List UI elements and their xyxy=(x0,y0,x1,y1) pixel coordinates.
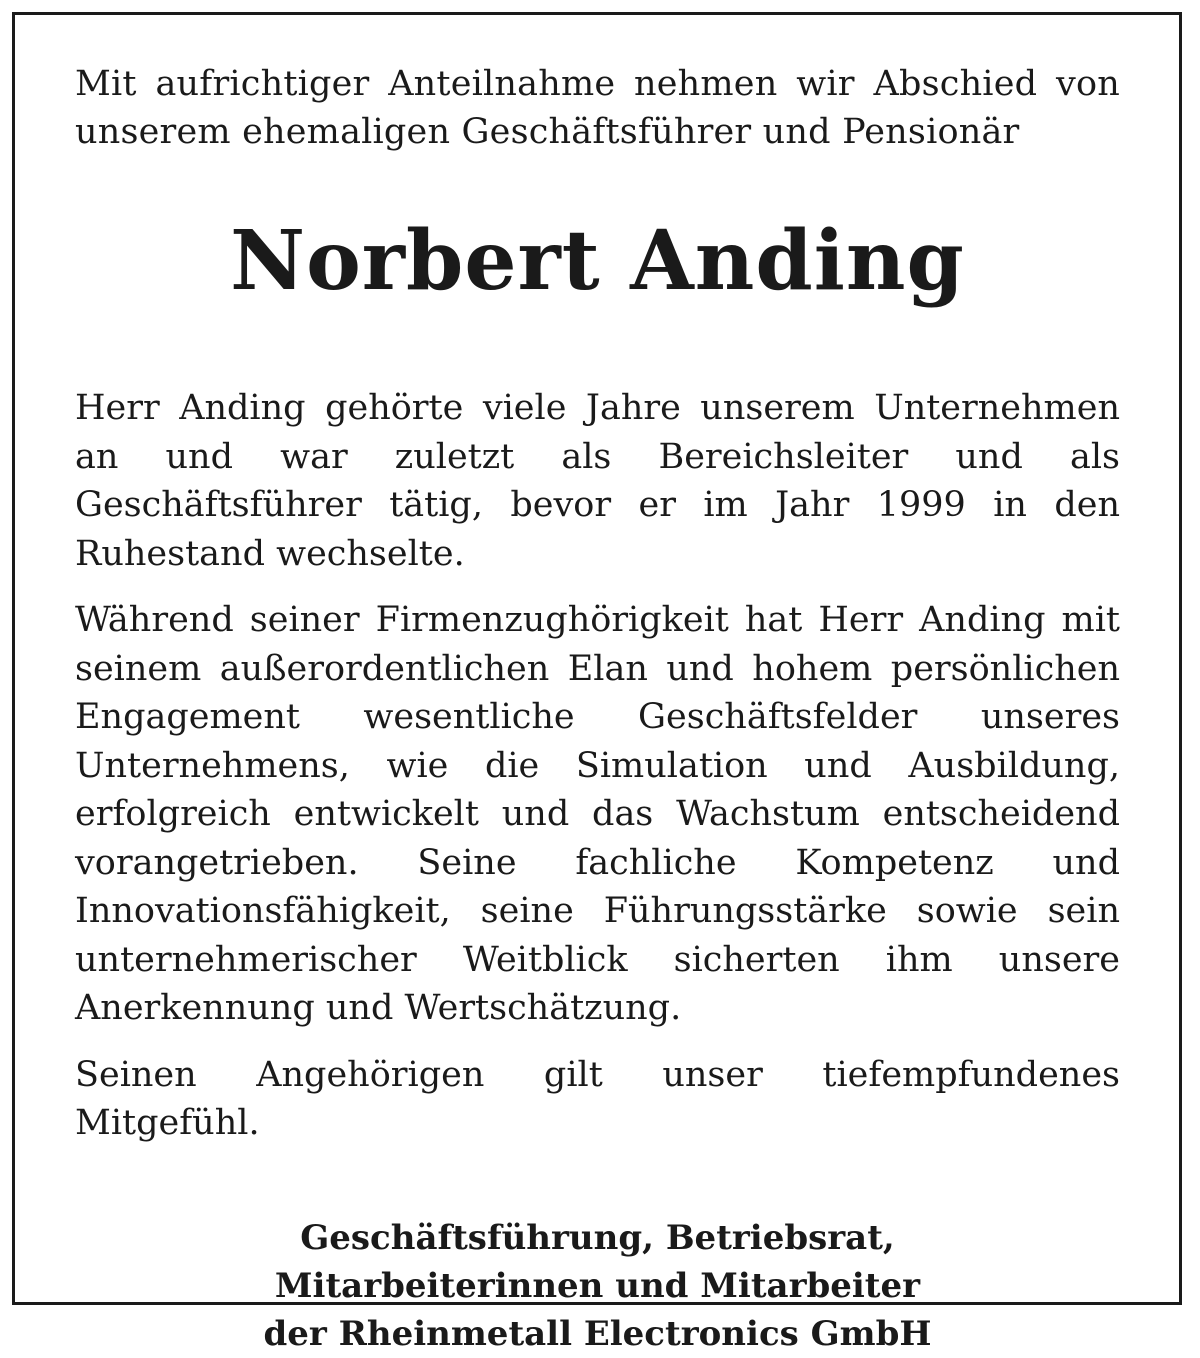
paragraph-achievements: Während seiner Firmenzughörigkeit hat Herr Anding mit seinem außerordentlichen Elan und hohem persönlichen Engagement wesentliche Geschäftsfelder unseres Unternehmens, wie die Simulation und Ausbildung, erfolgreich entwickelt und das Wachstum entscheidend vorangetrieben. Seine fachliche Kompetenz und Innovationsfähigkeit, seine Führungsstärke sowie sein unternehmerischer Weitblick sicherten ihm unsere Anerkennung und Wertschätzung. xyxy=(75,600,1120,1028)
obituary-body xyxy=(75,384,1120,1148)
signature-line-1: Geschäftsführung, Betriebsrat, xyxy=(300,1217,895,1258)
intro-text xyxy=(75,60,1120,156)
signature-line-2: Mitarbeiterinnen und Mitarbeiter xyxy=(274,1265,921,1306)
paragraph-condolence: Seinen Angehörigen gilt unser tiefempfundenes Mitgefühl. xyxy=(75,1054,1120,1143)
signature-line-3: der Rheinmetall Electronics GmbH xyxy=(263,1313,932,1354)
signature-block xyxy=(75,1214,1120,1358)
intro-line-1: Mit aufrichtiger Anteilnahme nehmen wir Abschied von xyxy=(75,64,1120,104)
intro-line-2: unserem ehemaligen Geschäftsführer und Pensionär xyxy=(75,112,1020,152)
deceased-name: Norbert Anding xyxy=(230,213,965,309)
obituary-notice xyxy=(75,60,1120,1358)
paragraph-career: Herr Anding gehörte viele Jahre unserem Unternehmen an und war zuletzt als Bereichsleiter und als Geschäftsführer tätig, bevor er im Jahr 1999 in den Ruhestand wechselte. xyxy=(75,388,1120,574)
